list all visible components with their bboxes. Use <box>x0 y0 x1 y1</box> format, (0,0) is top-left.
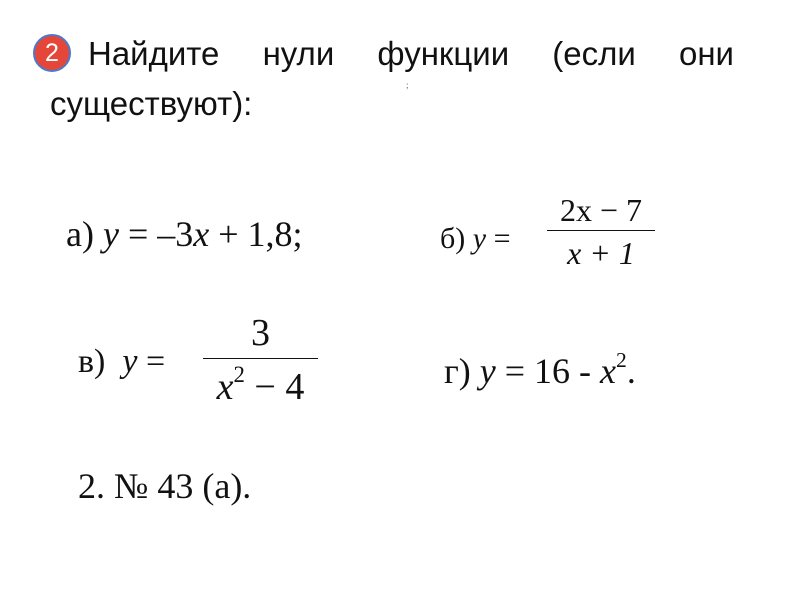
fraction-v <box>203 308 318 409</box>
item-b <box>440 222 511 256</box>
denominator <box>203 359 318 409</box>
item-a <box>66 213 303 255</box>
item-v <box>78 343 165 381</box>
variable-y: y <box>472 222 487 255</box>
title-word: нули <box>262 35 335 72</box>
title-word: они <box>678 35 734 72</box>
equation-part: = 16 - <box>495 351 601 391</box>
title-word: (если <box>552 35 636 72</box>
exponent: 2 <box>233 361 245 387</box>
equation-part: = <box>137 343 166 380</box>
equation-part: = –3 <box>118 214 194 254</box>
title-word: функции <box>377 35 510 72</box>
denominator: x + 1 <box>567 235 635 271</box>
denominator-x: x <box>216 366 234 408</box>
item-label: б) <box>440 222 466 255</box>
title-word: Найдите <box>88 35 220 72</box>
numerator <box>547 190 655 230</box>
variable-y: y <box>479 351 496 391</box>
equation-part: = <box>486 222 511 255</box>
numerator-text: 2x − 7 <box>559 192 643 228</box>
fraction-b <box>547 190 655 271</box>
variable-x: x <box>600 351 617 391</box>
variable-y: y <box>102 214 119 254</box>
title-line-1 <box>88 35 734 73</box>
task-reference: 2. № 43 (а). <box>78 466 252 506</box>
item-label: в) <box>78 343 106 380</box>
numerator: 3 <box>251 312 270 354</box>
exponent: 2 <box>616 347 627 372</box>
number-badge: 2 <box>33 34 71 72</box>
title-line-2: существуют): <box>50 85 253 122</box>
variable-y: y <box>122 343 138 380</box>
equation-part: + 1,8; <box>209 214 303 254</box>
item-label: г) <box>444 351 471 391</box>
denominator-rest: − 4 <box>244 366 305 408</box>
item-g <box>444 347 636 392</box>
stray-mark: ; <box>406 80 409 90</box>
variable-x: x <box>193 214 210 254</box>
equation-end: . <box>626 351 636 391</box>
item-label: а) <box>66 214 94 254</box>
